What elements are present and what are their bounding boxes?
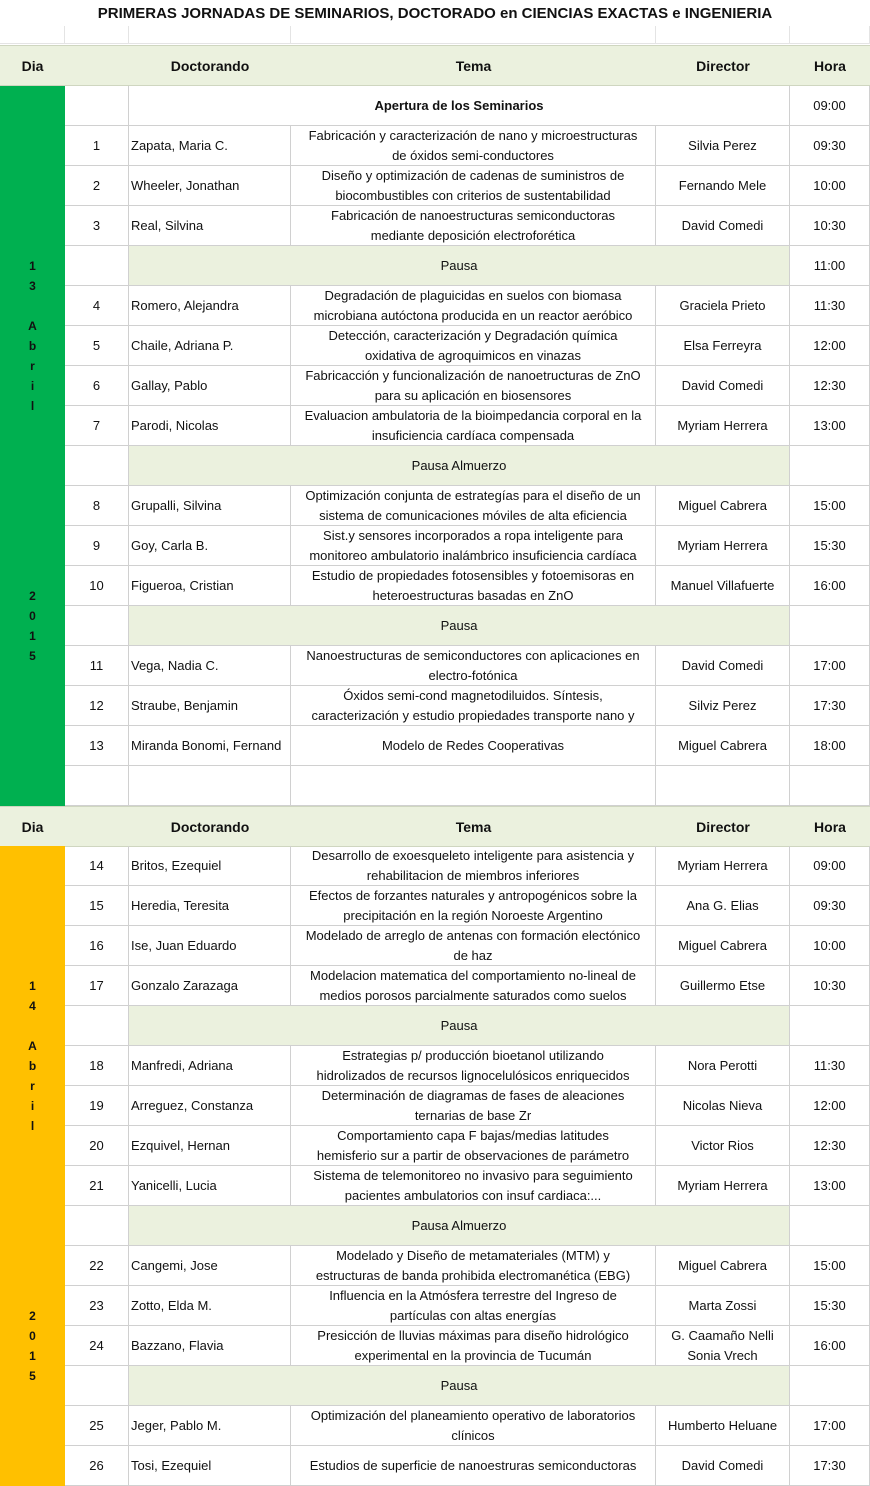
num-cell: [65, 1206, 129, 1246]
tema-cell: Comportamiento capa F bajas/medias latitudes hemisferio sur a partir de observaciones de parámetro: [291, 1126, 656, 1166]
tema-cell: Fabricación y caracterización de nano y microestructuras de óxidos semi-conductores: [291, 126, 656, 166]
page-title: PRIMERAS JORNADAS DE SEMINARIOS, DOCTORADO en CIENCIAS EXACTAS e INGENIERIA: [97, 5, 773, 22]
table-row: [65, 886, 870, 926]
spacer-row: [0, 26, 870, 44]
director-cell: Miguel Cabrera: [656, 486, 790, 526]
director-cell: Ana G. Elias: [656, 886, 790, 926]
director-cell: Myriam Herrera: [656, 526, 790, 566]
doctorando-cell: Real, Silvina: [129, 206, 291, 246]
time-cell: 13:00: [790, 1166, 870, 1206]
time-cell: 17:30: [790, 1446, 870, 1486]
table-row: [65, 926, 870, 966]
day-label-char: l: [30, 399, 35, 413]
spacer-cell: [656, 26, 790, 44]
doctorando-cell: Romero, Alejandra: [129, 286, 291, 326]
doctorando-cell: Miranda Bonomi, Fernand: [129, 726, 291, 766]
header-num: [65, 807, 129, 846]
tema-cell: Optimización del planeamiento operativo de laboratorios clínicos: [291, 1406, 656, 1446]
pause-row: [65, 1206, 870, 1246]
time-cell: 11:30: [790, 1046, 870, 1086]
tema-cell: Modelo de Redes Cooperativas: [291, 726, 656, 766]
num-cell: 17: [65, 966, 129, 1006]
time-cell: 10:30: [790, 966, 870, 1006]
time-cell: 09:00: [790, 86, 870, 126]
table-row: [65, 1446, 870, 1486]
doctorando-cell: Jeger, Pablo M.: [129, 1406, 291, 1446]
tema-cell: Sist.y sensores incorporados a ropa inteligente para monitoreo ambulatorio inalámbrico insuficiencia cardíaca: [291, 526, 656, 566]
num-cell: 15: [65, 886, 129, 926]
header-director: Director: [696, 57, 750, 74]
num-cell: 10: [65, 566, 129, 606]
pause-row: [65, 246, 870, 286]
day-label-char: 5: [29, 649, 36, 663]
time-cell: [790, 1366, 870, 1406]
time-cell: 17:00: [790, 1406, 870, 1446]
doctorando-cell: Cangemi, Jose: [129, 1246, 291, 1286]
tema-cell: Desarrollo de exoesqueleto inteligente para asistencia y rehabilitacion de miembros inferiores: [291, 846, 656, 886]
director-cell: Silvia Perez: [656, 126, 790, 166]
doctorando-cell: Bazzano, Flavia: [129, 1326, 291, 1366]
num-cell: 1: [65, 126, 129, 166]
num-cell: [65, 246, 129, 286]
num-cell: [65, 1006, 129, 1046]
table-row: [65, 1086, 870, 1126]
time-cell: [790, 446, 870, 486]
doctorando-cell: Grupalli, Silvina: [129, 486, 291, 526]
director-cell: G. Caamaño Nelli Sonia Vrech: [656, 1326, 790, 1366]
director-cell: [656, 766, 790, 806]
num-cell: 6: [65, 366, 129, 406]
table-row: [65, 686, 870, 726]
tema-cell: Efectos de forzantes naturales y antropogénicos sobre la precipitación en la región Noroeste Argentino: [291, 886, 656, 926]
day2-label-year: [29, 1306, 36, 1386]
doctorando-cell: Manfredi, Adriana: [129, 1046, 291, 1086]
doctorando-cell: Zotto, Elda M.: [129, 1286, 291, 1326]
time-cell: 15:00: [790, 1246, 870, 1286]
header-num: [65, 46, 129, 85]
num-cell: 13: [65, 726, 129, 766]
opening-label: Apertura de los Seminarios: [129, 86, 790, 126]
spacer-cell: [129, 26, 291, 44]
header-director: Director: [696, 818, 750, 835]
tema-cell: Diseño y optimización de cadenas de suministros de biocombustibles con criterios de sustentabilidad: [291, 166, 656, 206]
director-cell: Myriam Herrera: [656, 846, 790, 886]
doctorando-cell: Ezquivel, Hernan: [129, 1126, 291, 1166]
doctorando-cell: Straube, Benjamin: [129, 686, 291, 726]
tema-cell: Degradación de plaguicidas en suelos con biomasa microbiana autóctona producida en un reactor aeróbico: [291, 286, 656, 326]
tema-cell: Estrategias p/ producción bioetanol utilizando hidrolizados de recursos lignocelulósicos enriquecidos: [291, 1046, 656, 1086]
spacer-cell: [790, 26, 870, 44]
time-cell: 17:30: [790, 686, 870, 726]
num-cell: 19: [65, 1086, 129, 1126]
director-cell: Miguel Cabrera: [656, 1246, 790, 1286]
num-cell: [65, 1366, 129, 1406]
num-cell: 25: [65, 1406, 129, 1446]
opening-row: [65, 86, 870, 126]
num-cell: 2: [65, 166, 129, 206]
time-cell: [790, 1206, 870, 1246]
header-dia: Dia: [21, 57, 44, 74]
time-cell: 11:30: [790, 286, 870, 326]
table-row: [65, 206, 870, 246]
pause-label: Pausa: [129, 606, 790, 646]
table-row: [65, 846, 870, 886]
num-cell: 4: [65, 286, 129, 326]
day-label-char: b: [28, 339, 37, 353]
table-row: [65, 1126, 870, 1166]
num-cell: 5: [65, 326, 129, 366]
day-label-char: 4: [29, 999, 36, 1013]
table-header-day1: [0, 45, 870, 86]
doctorando-cell: Goy, Carla B.: [129, 526, 291, 566]
tema-cell: Fabricación de nanoestructuras semiconductoras mediante deposición electroforética: [291, 206, 656, 246]
num-cell: 18: [65, 1046, 129, 1086]
time-cell: 15:00: [790, 486, 870, 526]
pause-label: Pausa Almuerzo: [129, 446, 790, 486]
num-cell: [65, 86, 129, 126]
day-label-char: A: [28, 1039, 37, 1053]
table-row: [65, 126, 870, 166]
time-cell: 17:00: [790, 646, 870, 686]
day-label-char: 2: [29, 589, 36, 603]
table-row: [65, 1046, 870, 1086]
table-row: [65, 1286, 870, 1326]
num-cell: 23: [65, 1286, 129, 1326]
num-cell: 3: [65, 206, 129, 246]
director-cell: Miguel Cabrera: [656, 726, 790, 766]
doctorando-cell: Figueroa, Cristian: [129, 566, 291, 606]
time-cell: 12:30: [790, 366, 870, 406]
num-cell: [65, 766, 129, 806]
tema-cell: Nanoestructuras de semiconductores con aplicaciones en electro-fotónica: [291, 646, 656, 686]
doctorando-cell: Gallay, Pablo: [129, 366, 291, 406]
day1-label-year: [29, 586, 36, 666]
num-cell: 7: [65, 406, 129, 446]
header-doctorando: Doctorando: [170, 57, 250, 74]
header-tema: Tema: [455, 57, 492, 74]
doctorando-cell: Parodi, Nicolas: [129, 406, 291, 446]
director-cell: David Comedi: [656, 366, 790, 406]
table-header-day2: [0, 806, 870, 847]
time-cell: 09:30: [790, 886, 870, 926]
table-row: [65, 526, 870, 566]
tema-cell: Estudios de superficie de nanoestruras semiconductoras: [291, 1446, 656, 1486]
table-row: [65, 406, 870, 446]
num-cell: 12: [65, 686, 129, 726]
spacer-cell: [0, 26, 65, 44]
director-cell: Fernando Mele: [656, 166, 790, 206]
doctorando-cell: Britos, Ezequiel: [129, 846, 291, 886]
time-cell: 15:30: [790, 526, 870, 566]
table-row: [65, 486, 870, 526]
day-label-char: A: [28, 319, 37, 333]
num-cell: 16: [65, 926, 129, 966]
tema-cell: Optimización conjunta de estrategías para el diseño de un sistema de comunicaciones móviles de alta eficiencia: [291, 486, 656, 526]
day-label-char: r: [30, 1079, 35, 1093]
header-hora: Hora: [814, 57, 846, 74]
time-cell: 10:30: [790, 206, 870, 246]
time-cell: 10:00: [790, 166, 870, 206]
day-label-char: 0: [29, 1329, 36, 1343]
time-cell: 12:30: [790, 1126, 870, 1166]
day-label-char: 0: [29, 609, 36, 623]
time-cell: 18:00: [790, 726, 870, 766]
director-cell: David Comedi: [656, 1446, 790, 1486]
table-row: [65, 646, 870, 686]
table-row: [65, 1246, 870, 1286]
table-row: [65, 286, 870, 326]
tema-cell: Fabricacción y funcionalización de nanoetructuras de ZnO para su aplicación en biosensores: [291, 366, 656, 406]
table-row: [65, 1166, 870, 1206]
table-row: [65, 566, 870, 606]
day-label-char: 5: [29, 1369, 36, 1383]
tema-cell: Evaluacion ambulatoria de la bioimpedancia corporal en la insuficiencia cardíaca compensada: [291, 406, 656, 446]
header-tema: Tema: [455, 818, 492, 835]
num-cell: 11: [65, 646, 129, 686]
day-label-char: 1: [29, 259, 36, 273]
num-cell: 21: [65, 1166, 129, 1206]
doctorando-cell: Chaile, Adriana P.: [129, 326, 291, 366]
day-label-char: i: [30, 379, 35, 393]
time-cell: [790, 1006, 870, 1046]
director-cell: Nora Perotti: [656, 1046, 790, 1086]
director-cell: David Comedi: [656, 646, 790, 686]
tema-cell: Óxidos semi-cond magnetodiluidos. Síntesis, caracterización y estudio propiedades transporte nano y: [291, 686, 656, 726]
director-cell: Graciela Prieto: [656, 286, 790, 326]
director-cell: Humberto Heluane: [656, 1406, 790, 1446]
table-row: [65, 166, 870, 206]
tema-cell: [291, 766, 656, 806]
day-label-char: i: [30, 1099, 35, 1113]
time-cell: 10:00: [790, 926, 870, 966]
pause-row: [65, 1366, 870, 1406]
director-cell: Victor Rios: [656, 1126, 790, 1166]
director-cell: Guillermo Etse: [656, 966, 790, 1006]
director-cell: Nicolas Nieva: [656, 1086, 790, 1126]
header-hora: Hora: [814, 818, 846, 835]
tema-cell: Modelacion matematica del comportamiento no-lineal de medios porosos parcialmente saturados como suelos: [291, 966, 656, 1006]
time-cell: 09:30: [790, 126, 870, 166]
table-row: [65, 366, 870, 406]
pause-label: Pausa: [129, 1006, 790, 1046]
director-cell: Silviz Perez: [656, 686, 790, 726]
director-cell: Elsa Ferreyra: [656, 326, 790, 366]
pause-row: [65, 606, 870, 646]
day-label-char: 1: [29, 1349, 36, 1363]
pause-label: Pausa: [129, 246, 790, 286]
time-cell: 15:30: [790, 1286, 870, 1326]
day-label-char: r: [30, 359, 35, 373]
tema-cell: Detección, caracterización y Degradación química oxidativa de agroquimicos en vinazas: [291, 326, 656, 366]
num-cell: 9: [65, 526, 129, 566]
table-row: [65, 1406, 870, 1446]
tema-cell: Estudio de propiedades fotosensibles y fotoemisoras en heteroestructuras basadas en ZnO: [291, 566, 656, 606]
pause-label: Pausa: [129, 1366, 790, 1406]
pause-label: Pausa Almuerzo: [129, 1206, 790, 1246]
table-row: [65, 1326, 870, 1366]
tema-cell: Modelado y Diseño de metamateriales (MTM) y estructuras de banda prohibida electromanética (EBG): [291, 1246, 656, 1286]
empty-row: [65, 766, 870, 806]
tema-cell: Sistema de telemonitoreo no invasivo para seguimiento pacientes ambulatorios con insuf cardiaca:...: [291, 1166, 656, 1206]
day2-label-date: [28, 976, 37, 1136]
time-cell: 16:00: [790, 1326, 870, 1366]
table-row: [65, 966, 870, 1006]
tema-cell: Determinación de diagramas de fases de aleaciones ternarias de base Zr: [291, 1086, 656, 1126]
num-cell: 8: [65, 486, 129, 526]
header-dia: Dia: [21, 818, 44, 835]
table-row: [65, 726, 870, 766]
day1-column: [0, 86, 65, 806]
doctorando-cell: Ise, Juan Eduardo: [129, 926, 291, 966]
time-cell: 12:00: [790, 1086, 870, 1126]
table-row: [65, 326, 870, 366]
day-label-char: 3: [29, 279, 36, 293]
tema-cell: Modelado de arreglo de antenas con formación electónico de haz: [291, 926, 656, 966]
director-cell: Miguel Cabrera: [656, 926, 790, 966]
time-cell: 16:00: [790, 566, 870, 606]
doctorando-cell: Vega, Nadia C.: [129, 646, 291, 686]
pause-row: [65, 446, 870, 486]
pause-row: [65, 1006, 870, 1046]
doctorando-cell: Wheeler, Jonathan: [129, 166, 291, 206]
day-label-char: b: [28, 1059, 37, 1073]
day-label-char: 1: [29, 629, 36, 643]
time-cell: [790, 606, 870, 646]
num-cell: 22: [65, 1246, 129, 1286]
doctorando-cell: Yanicelli, Lucia: [129, 1166, 291, 1206]
num-cell: 20: [65, 1126, 129, 1166]
day-label-char: 1: [29, 979, 36, 993]
time-cell: 13:00: [790, 406, 870, 446]
num-cell: [65, 606, 129, 646]
doctorando-cell: Arreguez, Constanza: [129, 1086, 291, 1126]
doctorando-cell: Gonzalo Zarazaga: [129, 966, 291, 1006]
time-cell: [790, 766, 870, 806]
director-cell: Myriam Herrera: [656, 406, 790, 446]
num-cell: 24: [65, 1326, 129, 1366]
doctorando-cell: Tosi, Ezequiel: [129, 1446, 291, 1486]
director-cell: Myriam Herrera: [656, 1166, 790, 1206]
header-doctorando: Doctorando: [170, 818, 250, 835]
doctorando-cell: Heredia, Teresita: [129, 886, 291, 926]
time-cell: 09:00: [790, 846, 870, 886]
spacer-cell: [291, 26, 656, 44]
spacer-cell: [65, 26, 129, 44]
num-cell: 14: [65, 846, 129, 886]
director-cell: David Comedi: [656, 206, 790, 246]
doctorando-cell: [129, 766, 291, 806]
tema-cell: Presicción de lluvias máximas para diseño hidrológico experimental en la provincia de Tucumán: [291, 1326, 656, 1366]
time-cell: 11:00: [790, 246, 870, 286]
tema-cell: Influencia en la Atmósfera terrestre del Ingreso de partículas con altas energías: [291, 1286, 656, 1326]
num-cell: [65, 446, 129, 486]
day-label-char: l: [30, 1119, 35, 1133]
director-cell: Manuel Villafuerte: [656, 566, 790, 606]
time-cell: 12:00: [790, 326, 870, 366]
director-cell: Marta Zossi: [656, 1286, 790, 1326]
num-cell: 26: [65, 1446, 129, 1486]
day2-column: [0, 846, 65, 1486]
day-label-char: 2: [29, 1309, 36, 1323]
doctorando-cell: Zapata, Maria C.: [129, 126, 291, 166]
day1-label-date: [28, 256, 37, 416]
